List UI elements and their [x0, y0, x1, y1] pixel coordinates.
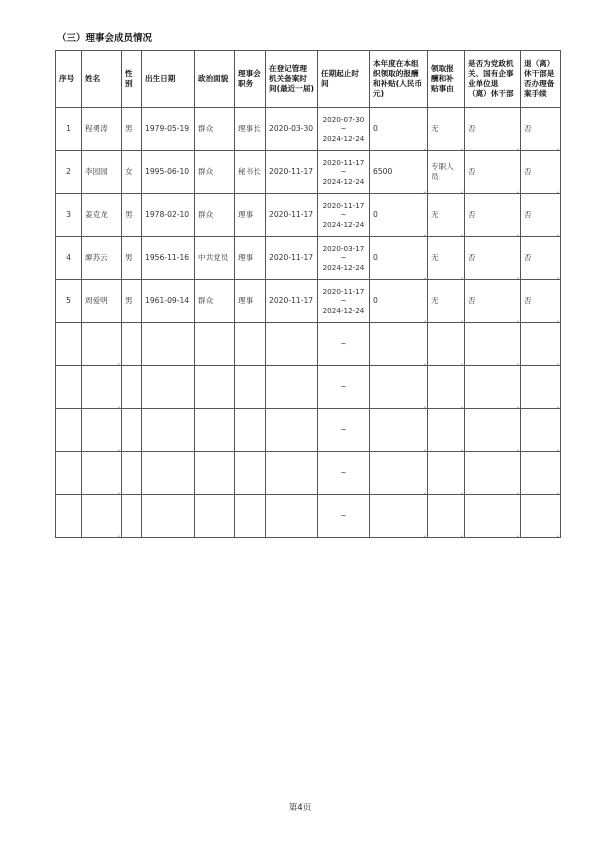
empty-cell-seq[interactable]	[56, 323, 82, 366]
resize-grip-icon[interactable]	[513, 315, 519, 321]
resize-grip-icon[interactable]	[420, 186, 426, 192]
empty-cell-procedure[interactable]	[521, 366, 561, 409]
resize-grip-icon[interactable]	[553, 401, 559, 407]
resize-grip-icon[interactable]	[457, 358, 463, 364]
empty-cell-seq[interactable]	[56, 409, 82, 452]
resize-grip-icon[interactable]	[420, 487, 426, 493]
cell-term-start: 2020-11-17	[322, 286, 365, 296]
cell-procedure-value: 否	[524, 124, 532, 134]
cell-role: 秘书长	[235, 151, 266, 194]
resize-grip-icon[interactable]	[457, 315, 463, 321]
resize-grip-icon[interactable]	[457, 186, 463, 192]
resize-grip-icon[interactable]	[114, 487, 120, 493]
resize-grip-icon[interactable]	[457, 530, 463, 536]
empty-cell-politics[interactable]	[195, 409, 235, 452]
cell-name: 周爱明	[82, 280, 122, 323]
resize-grip-icon[interactable]	[420, 444, 426, 450]
cell-politics: 群众	[195, 108, 235, 151]
cell-reason[interactable]	[428, 194, 465, 237]
empty-cell-procedure[interactable]	[521, 495, 561, 538]
cell-politics: 群众	[195, 280, 235, 323]
table-row	[56, 151, 561, 194]
empty-cell-gender[interactable]	[122, 495, 142, 538]
resize-grip-icon[interactable]	[513, 358, 519, 364]
cell-role: 理事	[235, 194, 266, 237]
cell-term-sep: ~	[340, 296, 347, 306]
cell-politics: 群众	[195, 194, 235, 237]
cell-procedure-value: 否	[524, 210, 532, 220]
header-name: 姓名	[82, 51, 122, 108]
cell-term	[318, 151, 370, 194]
cell-term-sep: ~	[340, 425, 347, 435]
empty-cell-salary[interactable]	[370, 452, 428, 495]
empty-cell-registered[interactable]	[266, 495, 318, 538]
resize-grip-icon[interactable]	[513, 229, 519, 235]
cell-retired-value: 否	[468, 124, 476, 134]
empty-cell-politics[interactable]	[195, 323, 235, 366]
cell-term-start: 2020-07-30	[322, 114, 365, 124]
empty-cell-retired[interactable]	[465, 495, 521, 538]
empty-cell-role[interactable]	[235, 452, 266, 495]
empty-cell-name[interactable]	[82, 409, 122, 452]
empty-cell-procedure[interactable]	[521, 452, 561, 495]
resize-grip-icon[interactable]	[457, 229, 463, 235]
cell-gender: 男	[122, 194, 142, 237]
empty-cell-term[interactable]	[318, 452, 370, 495]
cell-reason-value: 无	[431, 296, 439, 306]
header-birth: 出生日期	[142, 51, 195, 108]
cell-term-start: 2020-03-17	[322, 243, 365, 253]
cell-procedure[interactable]	[521, 194, 561, 237]
cell-politics: 中共党员	[195, 237, 235, 280]
cell-role: 理事长	[235, 108, 266, 151]
page-number: 第4页	[288, 803, 312, 813]
cell-role: 理事	[235, 280, 266, 323]
cell-name: 姜克龙	[82, 194, 122, 237]
cell-term-sep: ~	[340, 468, 347, 478]
cell-name: 李园园	[82, 151, 122, 194]
resize-grip-icon[interactable]	[420, 530, 426, 536]
header-procedure: 退（离）休干部是否办理备案手续	[521, 51, 561, 108]
cell-gender: 男	[122, 108, 142, 151]
resize-grip-icon[interactable]	[420, 229, 426, 235]
cell-retired-value: 否	[468, 210, 476, 220]
header-role: 理事会职务	[235, 51, 266, 108]
cell-birth: 1978-02-10	[142, 194, 195, 237]
table-header-row	[56, 51, 561, 108]
cell-procedure[interactable]	[521, 237, 561, 280]
empty-cell-registered[interactable]	[266, 323, 318, 366]
empty-table-row	[56, 409, 561, 452]
cell-seq: 5	[56, 280, 82, 323]
empty-cell-birth[interactable]	[142, 452, 195, 495]
empty-cell-name[interactable]	[82, 452, 122, 495]
cell-birth: 1979-05-19	[142, 108, 195, 151]
empty-cell-name[interactable]	[82, 495, 122, 538]
empty-cell-gender[interactable]	[122, 366, 142, 409]
cell-salary[interactable]	[370, 280, 428, 323]
cell-term	[318, 280, 370, 323]
cell-retired[interactable]	[465, 108, 521, 151]
resize-grip-icon[interactable]	[420, 358, 426, 364]
cell-retired-value: 否	[468, 253, 476, 263]
resize-grip-icon[interactable]	[553, 229, 559, 235]
empty-table-row	[56, 495, 561, 538]
header-salary: 本年度在本组织领取的报酬和补贴(人民币元)	[370, 51, 428, 108]
cell-term-end: 2024-12-24	[322, 219, 365, 229]
empty-cell-reason[interactable]	[428, 323, 465, 366]
cell-salary-value: 0	[373, 124, 378, 134]
cell-term-sep: ~	[340, 382, 347, 392]
empty-cell-birth[interactable]	[142, 323, 195, 366]
cell-birth: 1961-09-14	[142, 280, 195, 323]
cell-term-end: 2024-12-24	[322, 133, 365, 143]
cell-term	[318, 108, 370, 151]
empty-cell-procedure[interactable]	[521, 409, 561, 452]
empty-cell-salary[interactable]	[370, 495, 428, 538]
empty-cell-procedure[interactable]	[521, 323, 561, 366]
resize-grip-icon[interactable]	[420, 143, 426, 149]
cell-registered: 2020-11-17	[266, 194, 318, 237]
empty-cell-salary[interactable]	[370, 409, 428, 452]
empty-cell-salary[interactable]	[370, 366, 428, 409]
cell-term-sep: ~	[340, 124, 347, 134]
cell-reason-value: 专职人员	[431, 162, 454, 181]
cell-seq: 4	[56, 237, 82, 280]
cell-retired-value: 否	[468, 167, 476, 177]
empty-cell-politics[interactable]	[195, 495, 235, 538]
cell-procedure-value: 否	[524, 167, 532, 177]
cell-retired-value: 否	[468, 296, 476, 306]
resize-grip-icon[interactable]	[553, 143, 559, 149]
cell-salary-value: 0	[373, 296, 378, 306]
cell-politics: 群众	[195, 151, 235, 194]
board-members-table	[55, 50, 561, 538]
cell-term	[318, 194, 370, 237]
cell-salary[interactable]	[370, 108, 428, 151]
cell-procedure[interactable]	[521, 280, 561, 323]
table-row	[56, 194, 561, 237]
cell-term-sep: ~	[340, 511, 347, 521]
resize-grip-icon[interactable]	[513, 272, 519, 278]
empty-cell-reason[interactable]	[428, 366, 465, 409]
cell-seq: 3	[56, 194, 82, 237]
resize-grip-icon[interactable]	[513, 530, 519, 536]
cell-reason[interactable]	[428, 237, 465, 280]
resize-grip-icon[interactable]	[553, 186, 559, 192]
empty-cell-retired[interactable]	[465, 323, 521, 366]
resize-grip-icon[interactable]	[513, 143, 519, 149]
cell-salary[interactable]	[370, 194, 428, 237]
cell-term-sep: ~	[340, 253, 347, 263]
empty-cell-retired[interactable]	[465, 366, 521, 409]
cell-term	[318, 237, 370, 280]
empty-cell-salary[interactable]	[370, 323, 428, 366]
cell-gender: 男	[122, 280, 142, 323]
resize-grip-icon[interactable]	[457, 444, 463, 450]
cell-salary-value: 0	[373, 253, 378, 263]
resize-grip-icon[interactable]	[114, 401, 120, 407]
header-registered: 在登记管理机关备案时间(最近一届)	[266, 51, 318, 108]
resize-grip-icon[interactable]	[553, 487, 559, 493]
empty-cell-reason[interactable]	[428, 409, 465, 452]
cell-reason[interactable]	[428, 108, 465, 151]
cell-reason-value: 无	[431, 210, 439, 220]
table-row	[56, 237, 561, 280]
cell-procedure[interactable]	[521, 108, 561, 151]
empty-cell-term[interactable]	[318, 495, 370, 538]
empty-cell-seq[interactable]	[56, 366, 82, 409]
resize-grip-icon[interactable]	[420, 315, 426, 321]
resize-grip-icon[interactable]	[513, 401, 519, 407]
empty-cell-name[interactable]	[82, 323, 122, 366]
empty-cell-politics[interactable]	[195, 452, 235, 495]
empty-cell-role[interactable]	[235, 409, 266, 452]
resize-grip-icon[interactable]	[553, 315, 559, 321]
resize-grip-icon[interactable]	[457, 487, 463, 493]
resize-grip-icon[interactable]	[513, 487, 519, 493]
empty-cell-term[interactable]	[318, 409, 370, 452]
empty-cell-retired[interactable]	[465, 452, 521, 495]
empty-cell-term[interactable]	[318, 323, 370, 366]
empty-cell-registered[interactable]	[266, 366, 318, 409]
cell-term-start: 2020-11-17	[322, 157, 365, 167]
header-reason: 领取报酬和补贴事由	[428, 51, 465, 108]
empty-cell-role[interactable]	[235, 495, 266, 538]
resize-grip-icon[interactable]	[553, 358, 559, 364]
resize-grip-icon[interactable]	[114, 530, 120, 536]
resize-grip-icon[interactable]	[420, 401, 426, 407]
resize-grip-icon[interactable]	[457, 401, 463, 407]
empty-cell-gender[interactable]	[122, 323, 142, 366]
cell-retired[interactable]	[465, 237, 521, 280]
cell-salary-value: 0	[373, 210, 378, 220]
empty-table-row	[56, 452, 561, 495]
cell-gender: 女	[122, 151, 142, 194]
cell-reason[interactable]	[428, 151, 465, 194]
cell-seq: 1	[56, 108, 82, 151]
empty-cell-role[interactable]	[235, 366, 266, 409]
cell-retired[interactable]	[465, 280, 521, 323]
cell-salary[interactable]	[370, 151, 428, 194]
empty-cell-reason[interactable]	[428, 452, 465, 495]
section-title: （三）理事会成员情况	[57, 33, 153, 44]
empty-table-row	[56, 366, 561, 409]
cell-seq: 2	[56, 151, 82, 194]
cell-gender: 男	[122, 237, 142, 280]
cell-procedure[interactable]	[521, 151, 561, 194]
table-row	[56, 280, 561, 323]
cell-name: 廖苏云	[82, 237, 122, 280]
empty-cell-registered[interactable]	[266, 409, 318, 452]
resize-grip-icon[interactable]	[114, 358, 120, 364]
resize-grip-icon[interactable]	[513, 444, 519, 450]
cell-term-end: 2024-12-24	[322, 305, 365, 315]
table-row	[56, 108, 561, 151]
resize-grip-icon[interactable]	[114, 444, 120, 450]
empty-cell-seq[interactable]	[56, 495, 82, 538]
empty-cell-term[interactable]	[318, 366, 370, 409]
cell-reason-value: 无	[431, 124, 439, 134]
cell-birth: 1995-06-10	[142, 151, 195, 194]
cell-registered: 2020-03-30	[266, 108, 318, 151]
header-gender: 性别	[122, 51, 142, 108]
cell-term-end: 2024-12-24	[322, 176, 365, 186]
resize-grip-icon[interactable]	[553, 530, 559, 536]
cell-role: 理事	[235, 237, 266, 280]
empty-cell-birth[interactable]	[142, 366, 195, 409]
resize-grip-icon[interactable]	[553, 444, 559, 450]
empty-cell-role[interactable]	[235, 323, 266, 366]
cell-procedure-value: 否	[524, 296, 532, 306]
empty-cell-politics[interactable]	[195, 366, 235, 409]
cell-salary[interactable]	[370, 237, 428, 280]
header-term: 任期起止时间	[318, 51, 370, 108]
cell-registered: 2020-11-17	[266, 237, 318, 280]
cell-registered: 2020-11-17	[266, 151, 318, 194]
cell-reason[interactable]	[428, 280, 465, 323]
cell-retired[interactable]	[465, 194, 521, 237]
cell-term-start: 2020-11-17	[322, 200, 365, 210]
resize-grip-icon[interactable]	[457, 272, 463, 278]
resize-grip-icon[interactable]	[553, 272, 559, 278]
resize-grip-icon[interactable]	[457, 143, 463, 149]
cell-term-sep: ~	[340, 210, 347, 220]
empty-cell-gender[interactable]	[122, 452, 142, 495]
empty-cell-retired[interactable]	[465, 409, 521, 452]
header-retired: 是否为党政机关、国有企事业单位退（离）休干部	[465, 51, 521, 108]
empty-table-row	[56, 323, 561, 366]
cell-salary-value: 6500	[373, 167, 393, 177]
empty-cell-seq[interactable]	[56, 452, 82, 495]
header-seq: 序号	[56, 51, 82, 108]
empty-cell-birth[interactable]	[142, 495, 195, 538]
cell-term-sep: ~	[340, 167, 347, 177]
empty-cell-registered[interactable]	[266, 452, 318, 495]
cell-retired[interactable]	[465, 151, 521, 194]
resize-grip-icon[interactable]	[513, 186, 519, 192]
empty-cell-name[interactable]	[82, 366, 122, 409]
cell-term-end: 2024-12-24	[322, 262, 365, 272]
cell-birth: 1956-11-16	[142, 237, 195, 280]
cell-term-sep: ~	[340, 339, 347, 349]
resize-grip-icon[interactable]	[420, 272, 426, 278]
cell-reason-value: 无	[431, 253, 439, 263]
empty-cell-birth[interactable]	[142, 409, 195, 452]
cell-procedure-value: 否	[524, 253, 532, 263]
empty-cell-gender[interactable]	[122, 409, 142, 452]
cell-registered: 2020-11-17	[266, 280, 318, 323]
header-politics: 政治面貌	[195, 51, 235, 108]
empty-cell-reason[interactable]	[428, 495, 465, 538]
cell-name: 程勇涛	[82, 108, 122, 151]
